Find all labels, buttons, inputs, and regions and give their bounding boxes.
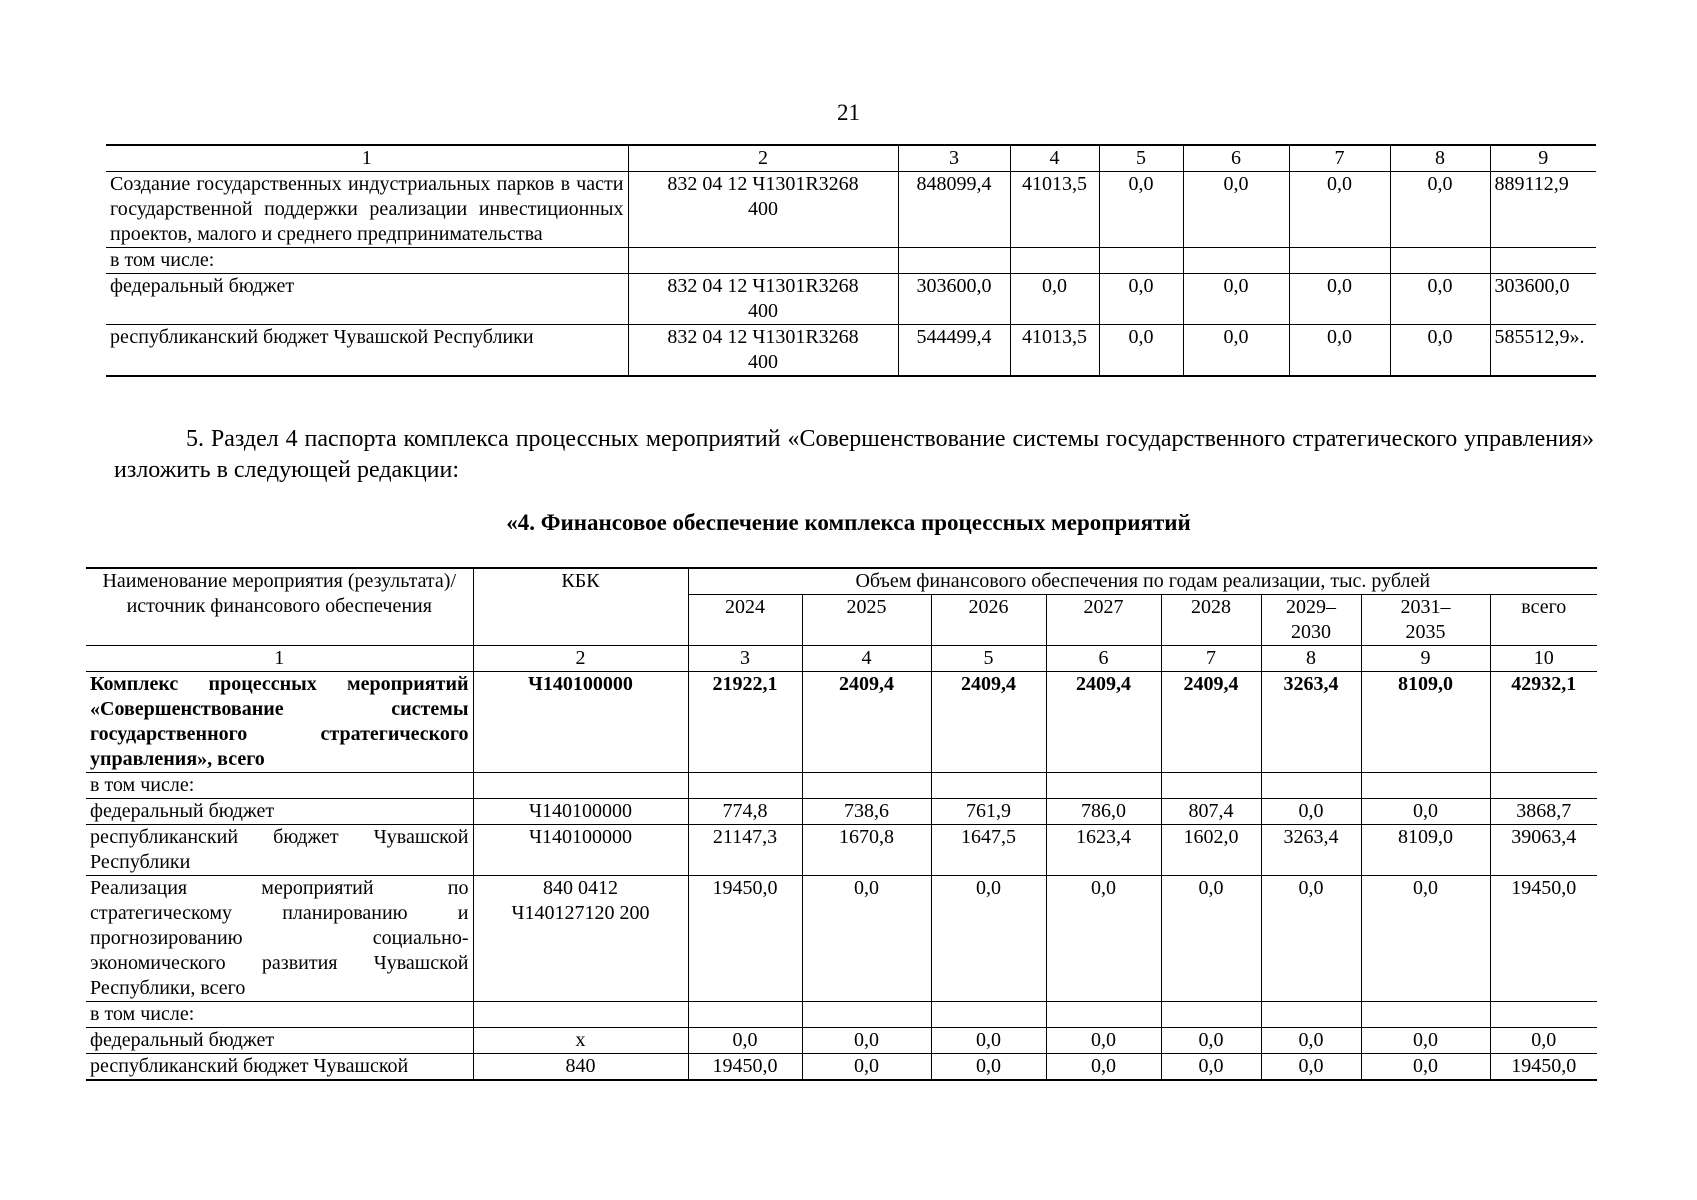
column-number: 5 bbox=[1099, 145, 1183, 172]
value-cell: 3868,7 bbox=[1490, 799, 1597, 825]
value-cell: 2409,4 bbox=[1161, 672, 1261, 773]
funding-table bbox=[86, 567, 1597, 1081]
row-name: в том числе: bbox=[86, 1002, 473, 1028]
value-cell bbox=[1289, 248, 1390, 274]
value-cell: 41013,5 bbox=[1010, 325, 1099, 377]
row-name: федеральный бюджет bbox=[86, 799, 473, 825]
column-number: 4 bbox=[802, 646, 931, 672]
value-cell: 0,0 bbox=[1490, 1028, 1597, 1054]
table-row bbox=[106, 248, 1596, 274]
value-cell: 0,0 bbox=[1361, 1054, 1490, 1081]
value-cell: 0,0 bbox=[802, 1028, 931, 1054]
value-cell: 585512,9». bbox=[1490, 325, 1596, 377]
page-number: 21 bbox=[837, 100, 860, 125]
row-name: Создание государственных индустриальных парков в части государственной поддержки реализации инвестиционных проектов, малого и среднего предпринимательства bbox=[106, 172, 628, 248]
value-cell: 0,0 bbox=[1390, 325, 1490, 377]
value-cell: 0,0 bbox=[1161, 876, 1261, 1002]
column-number: 1 bbox=[86, 646, 473, 672]
year-cell: всего bbox=[1490, 595, 1597, 646]
value-cell bbox=[1490, 248, 1596, 274]
table-row bbox=[106, 274, 1596, 325]
value-cell bbox=[1361, 773, 1490, 799]
column-number: 1 bbox=[106, 145, 628, 172]
row-name: Реализация мероприятий по стратегическому планированию и прогнозированию социально-экономического развития Чувашской Республики, всего bbox=[86, 876, 473, 1002]
column-number: 3 bbox=[688, 646, 802, 672]
year-cell: 2024 bbox=[688, 595, 802, 646]
value-cell: 786,0 bbox=[1046, 799, 1161, 825]
row-kbk: Ч140100000 bbox=[473, 825, 688, 876]
value-cell: 303600,0 bbox=[898, 274, 1010, 325]
value-cell bbox=[802, 773, 931, 799]
column-number: 6 bbox=[1183, 145, 1289, 172]
row-kbk: 832 04 12 Ч1301R3268 400 bbox=[628, 274, 898, 325]
value-cell: 2409,4 bbox=[1046, 672, 1161, 773]
row-name: республиканский бюджет Чувашской Республики bbox=[106, 325, 628, 377]
value-cell: 0,0 bbox=[1261, 1054, 1361, 1081]
row-kbk: х bbox=[473, 1028, 688, 1054]
column-number: 7 bbox=[1289, 145, 1390, 172]
header-kbk: КБК bbox=[473, 568, 688, 646]
table-row bbox=[86, 773, 1597, 799]
value-cell: 0,0 bbox=[931, 1054, 1046, 1081]
header-name: Наименование мероприятия (результата)/источник финансового обеспечения bbox=[86, 568, 473, 646]
row-name: в том числе: bbox=[86, 773, 473, 799]
value-cell bbox=[688, 1002, 802, 1028]
value-cell bbox=[1490, 1002, 1597, 1028]
value-cell: 0,0 bbox=[1010, 274, 1099, 325]
table-row bbox=[86, 672, 1597, 773]
row-kbk bbox=[473, 773, 688, 799]
value-cell bbox=[1046, 1002, 1161, 1028]
value-cell: 8109,0 bbox=[1361, 825, 1490, 876]
value-cell: 0,0 bbox=[1390, 172, 1490, 248]
value-cell: 1623,4 bbox=[1046, 825, 1161, 876]
table-row bbox=[86, 799, 1597, 825]
value-cell: 2409,4 bbox=[931, 672, 1046, 773]
column-number: 5 bbox=[931, 646, 1046, 672]
row-name: Комплекс процессных мероприятий «Совершенствование системы государственного стратегического управления», всего bbox=[86, 672, 473, 773]
value-cell bbox=[1099, 248, 1183, 274]
column-number: 4 bbox=[1010, 145, 1099, 172]
value-cell: 42932,1 bbox=[1490, 672, 1597, 773]
value-cell: 1670,8 bbox=[802, 825, 931, 876]
value-cell bbox=[1046, 773, 1161, 799]
value-cell: 0,0 bbox=[931, 876, 1046, 1002]
row-kbk: Ч140100000 bbox=[473, 799, 688, 825]
year-cell: 2026 bbox=[931, 595, 1046, 646]
value-cell bbox=[1390, 248, 1490, 274]
value-cell: 0,0 bbox=[688, 1028, 802, 1054]
value-cell: 8109,0 bbox=[1361, 672, 1490, 773]
row-kbk: 832 04 12 Ч1301R3268 400 bbox=[628, 325, 898, 377]
value-cell: 0,0 bbox=[1361, 799, 1490, 825]
value-cell: 3263,4 bbox=[1261, 825, 1361, 876]
value-cell: 1647,5 bbox=[931, 825, 1046, 876]
value-cell: 303600,0 bbox=[1490, 274, 1596, 325]
column-number: 3 bbox=[898, 145, 1010, 172]
section-title: «4. Финансовое обеспечение комплекса процессных мероприятий bbox=[506, 510, 1191, 535]
value-cell: 19450,0 bbox=[1490, 876, 1597, 1002]
column-number: 2 bbox=[473, 646, 688, 672]
table-row bbox=[106, 325, 1596, 377]
row-kbk bbox=[473, 1002, 688, 1028]
column-number: 9 bbox=[1490, 145, 1596, 172]
value-cell bbox=[802, 1002, 931, 1028]
value-cell bbox=[1490, 773, 1597, 799]
value-cell: 774,8 bbox=[688, 799, 802, 825]
value-cell: 0,0 bbox=[1046, 1054, 1161, 1081]
value-cell: 889112,9 bbox=[1490, 172, 1596, 248]
table-header-row bbox=[106, 145, 1596, 172]
table-header-row bbox=[86, 568, 1597, 595]
value-cell: 0,0 bbox=[1099, 172, 1183, 248]
value-cell: 0,0 bbox=[1261, 876, 1361, 1002]
year-cell: 2027 bbox=[1046, 595, 1161, 646]
value-cell bbox=[898, 248, 1010, 274]
value-cell: 3263,4 bbox=[1261, 672, 1361, 773]
column-numbers-row bbox=[86, 646, 1597, 672]
table-row bbox=[86, 1002, 1597, 1028]
value-cell: 0,0 bbox=[1390, 274, 1490, 325]
value-cell: 0,0 bbox=[1261, 799, 1361, 825]
column-number: 7 bbox=[1161, 646, 1261, 672]
value-cell: 0,0 bbox=[1046, 1028, 1161, 1054]
value-cell: 2409,4 bbox=[802, 672, 931, 773]
value-cell: 19450,0 bbox=[688, 876, 802, 1002]
value-cell: 1602,0 bbox=[1161, 825, 1261, 876]
value-cell: 0,0 bbox=[1289, 274, 1390, 325]
table-row bbox=[86, 1028, 1597, 1054]
table-row bbox=[106, 172, 1596, 248]
value-cell bbox=[1261, 773, 1361, 799]
amendment-paragraph: 5. Раздел 4 паспорта комплекса процессных мероприятий «Совершенствование системы государственного стратегического управления» изложить в следующей редакции: bbox=[114, 426, 1594, 483]
value-cell: 0,0 bbox=[1046, 876, 1161, 1002]
value-cell: 19450,0 bbox=[1490, 1054, 1597, 1081]
value-cell: 0,0 bbox=[802, 876, 931, 1002]
year-cell: 2029–2030 bbox=[1261, 595, 1361, 646]
value-cell: 0,0 bbox=[1161, 1028, 1261, 1054]
row-kbk: 832 04 12 Ч1301R3268 400 bbox=[628, 172, 898, 248]
value-cell: 761,9 bbox=[931, 799, 1046, 825]
value-cell: 0,0 bbox=[1289, 172, 1390, 248]
row-kbk: 840 bbox=[473, 1054, 688, 1081]
row-kbk bbox=[628, 248, 898, 274]
value-cell: 0,0 bbox=[1099, 274, 1183, 325]
value-cell bbox=[1161, 1002, 1261, 1028]
row-name: в том числе: bbox=[106, 248, 628, 274]
value-cell: 0,0 bbox=[1183, 172, 1289, 248]
value-cell bbox=[1261, 1002, 1361, 1028]
value-cell: 848099,4 bbox=[898, 172, 1010, 248]
column-number: 2 bbox=[628, 145, 898, 172]
value-cell: 738,6 bbox=[802, 799, 931, 825]
value-cell: 0,0 bbox=[802, 1054, 931, 1081]
column-number: 10 bbox=[1490, 646, 1597, 672]
row-kbk: Ч140100000 bbox=[473, 672, 688, 773]
column-number: 8 bbox=[1390, 145, 1490, 172]
value-cell bbox=[1010, 248, 1099, 274]
value-cell: 0,0 bbox=[1161, 1054, 1261, 1081]
column-number: 9 bbox=[1361, 646, 1490, 672]
row-name: федеральный бюджет bbox=[86, 1028, 473, 1054]
year-cell: 2031–2035 bbox=[1361, 595, 1490, 646]
value-cell bbox=[1183, 248, 1289, 274]
year-cell: 2025 bbox=[802, 595, 931, 646]
table-row bbox=[86, 876, 1597, 1002]
value-cell bbox=[1361, 1002, 1490, 1028]
row-name: федеральный бюджет bbox=[106, 274, 628, 325]
value-cell: 0,0 bbox=[931, 1028, 1046, 1054]
row-name: республиканский бюджет Чувашской Республики bbox=[86, 825, 473, 876]
value-cell: 0,0 bbox=[1183, 325, 1289, 377]
value-cell: 0,0 bbox=[1183, 274, 1289, 325]
value-cell bbox=[1161, 773, 1261, 799]
column-number: 6 bbox=[1046, 646, 1161, 672]
value-cell: 39063,4 bbox=[1490, 825, 1597, 876]
value-cell: 41013,5 bbox=[1010, 172, 1099, 248]
value-cell: 21922,1 bbox=[688, 672, 802, 773]
column-number: 8 bbox=[1261, 646, 1361, 672]
funding-table-continued bbox=[106, 144, 1596, 377]
row-name: республиканский бюджет Чувашской bbox=[86, 1054, 473, 1081]
header-volume: Объем финансового обеспечения по годам реализации, тыс. рублей bbox=[688, 568, 1597, 595]
value-cell: 544499,4 bbox=[898, 325, 1010, 377]
value-cell: 21147,3 bbox=[688, 825, 802, 876]
value-cell bbox=[688, 773, 802, 799]
value-cell: 19450,0 bbox=[688, 1054, 802, 1081]
row-kbk: 840 0412 Ч140127120 200 bbox=[473, 876, 688, 1002]
value-cell: 0,0 bbox=[1289, 325, 1390, 377]
value-cell: 0,0 bbox=[1261, 1028, 1361, 1054]
value-cell: 0,0 bbox=[1099, 325, 1183, 377]
year-cell: 2028 bbox=[1161, 595, 1261, 646]
value-cell: 807,4 bbox=[1161, 799, 1261, 825]
value-cell: 0,0 bbox=[1361, 876, 1490, 1002]
table-row bbox=[86, 1054, 1597, 1081]
value-cell bbox=[931, 773, 1046, 799]
table-row bbox=[86, 825, 1597, 876]
value-cell bbox=[931, 1002, 1046, 1028]
value-cell: 0,0 bbox=[1361, 1028, 1490, 1054]
